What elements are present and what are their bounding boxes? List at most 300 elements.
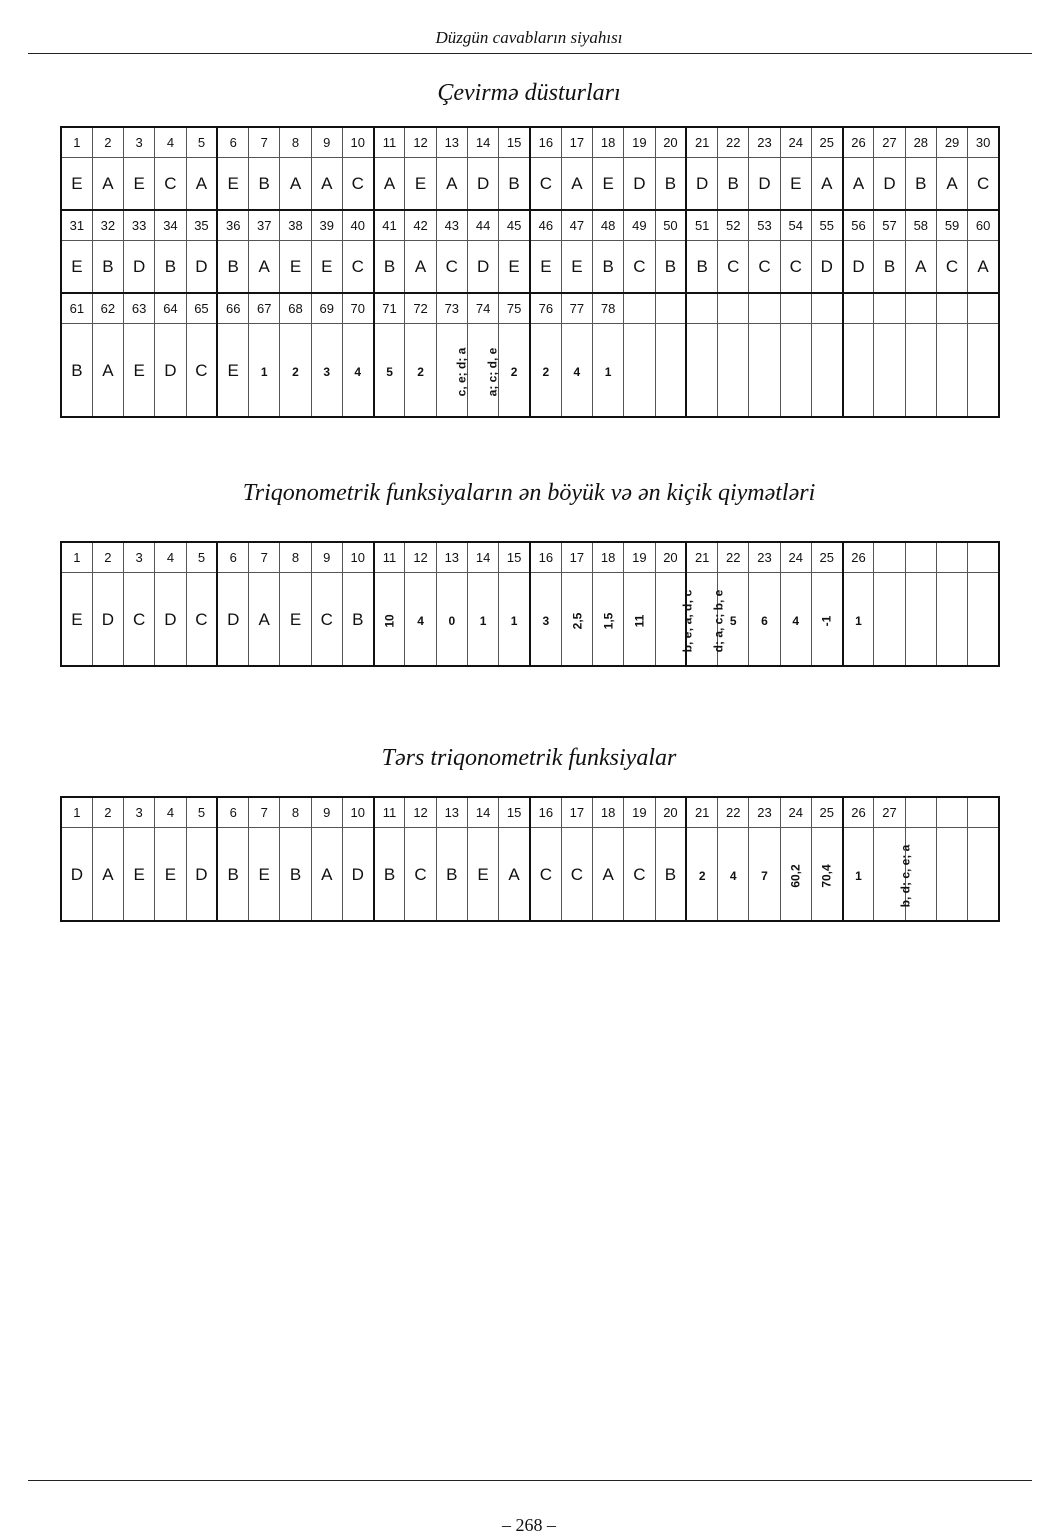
answer-value: A: [915, 257, 927, 276]
answer-cell: [718, 828, 749, 922]
answer-value: B: [102, 257, 114, 276]
question-number-cell: [718, 127, 749, 158]
answer-value: E: [133, 174, 145, 193]
question-number: 15: [506, 550, 522, 565]
answer-cell: [124, 324, 155, 418]
question-number-cell: [968, 210, 999, 241]
question-number-cell: [936, 210, 967, 241]
answer-value: B: [164, 257, 177, 276]
question-number-cell: [749, 127, 780, 158]
answer-cell: [530, 828, 561, 922]
question-number: 19: [632, 805, 647, 820]
question-number-cell: [217, 542, 248, 573]
answer-value: 11: [632, 614, 647, 627]
question-number: 39: [319, 218, 334, 233]
answer-cell: [749, 828, 780, 922]
answer-value: 6: [761, 613, 768, 628]
question-number-cell: [280, 542, 311, 573]
answer-value: D: [758, 174, 771, 193]
answer-cell: [936, 158, 967, 211]
question-number: 5: [197, 135, 206, 150]
answer-value: D: [820, 257, 833, 276]
question-number: 8: [291, 805, 300, 820]
question-number-cell: [467, 542, 498, 573]
answer-cell: [686, 324, 717, 418]
answer-value: E: [71, 174, 83, 193]
answer-cell: [155, 324, 186, 418]
answer-value: B: [664, 864, 677, 884]
footer-rule: [28, 1480, 1032, 1481]
answer-value: E: [71, 609, 83, 629]
question-number: 4: [166, 550, 175, 565]
answer-cell: [92, 828, 123, 922]
answer-cell: [217, 158, 248, 211]
answer-value: B: [727, 174, 739, 193]
answer-cell: [655, 324, 686, 418]
question-number: 21: [694, 550, 710, 565]
answer-value: A: [258, 257, 270, 276]
answer-cell: [811, 828, 842, 922]
answer-cell: [499, 158, 530, 211]
question-number-cell: [561, 293, 592, 324]
question-number: 70: [350, 301, 365, 316]
answer-value: C: [633, 257, 646, 276]
question-number: 3: [135, 805, 143, 820]
question-number: 22: [725, 805, 741, 820]
answer-table: [60, 126, 1000, 418]
answer-value: E: [571, 257, 583, 276]
answer-value: 3: [323, 364, 331, 379]
question-number: 24: [788, 550, 803, 565]
answer-cell: [467, 241, 498, 294]
question-number: 77: [569, 301, 585, 316]
question-number: 34: [163, 218, 178, 233]
question-number-cell: [92, 127, 123, 158]
question-number-cell: [718, 210, 749, 241]
answer-cell: [311, 158, 342, 211]
answer-cell: [405, 158, 436, 211]
answer-value: 2: [698, 868, 706, 883]
answer-value: 10: [382, 613, 397, 628]
question-number-cell: [186, 542, 217, 573]
answer-value: 7: [761, 868, 768, 883]
question-number: 13: [444, 550, 460, 565]
question-number: 22: [725, 550, 741, 565]
answer-cell: [186, 241, 217, 294]
number-row: [61, 293, 999, 324]
question-number: 12: [413, 550, 428, 565]
question-number: 62: [100, 301, 116, 316]
question-number: 12: [413, 135, 428, 150]
question-number-cell: [655, 127, 686, 158]
answer-table: [60, 796, 1000, 922]
answer-cell: [186, 158, 217, 211]
question-number: 24: [788, 805, 803, 820]
question-number-cell: [186, 293, 217, 324]
answer-cell: [874, 241, 905, 294]
question-number: 60: [975, 218, 991, 233]
answer-cell: [843, 158, 874, 211]
question-number: 61: [69, 301, 85, 316]
answer-cell: [311, 324, 342, 418]
question-number: 44: [475, 218, 491, 233]
answer-value: c, e; d; a: [454, 347, 469, 396]
question-number: 36: [225, 218, 241, 233]
question-number-cell: [749, 797, 780, 828]
question-number-cell: [593, 797, 624, 828]
answer-value: A: [414, 257, 427, 276]
answer-cell: [124, 241, 155, 294]
answer-cell: [905, 324, 936, 418]
question-number: 2: [104, 805, 112, 820]
question-number-cell: [874, 210, 905, 241]
question-number-cell: [780, 293, 811, 324]
answer-value: D: [883, 174, 896, 193]
answer-cell: [61, 158, 92, 211]
answer-cell: [811, 573, 842, 667]
question-number: 30: [975, 135, 991, 150]
question-number-cell: [124, 127, 155, 158]
answer-value: D: [351, 864, 364, 884]
question-number: 16: [538, 135, 554, 150]
answer-cell: [374, 324, 405, 418]
question-number: 59: [944, 218, 960, 233]
question-number-cell: [92, 542, 123, 573]
question-number: 20: [663, 550, 678, 565]
question-number: 2: [104, 135, 112, 150]
answer-value: B: [602, 257, 614, 276]
answer-cell: [467, 828, 498, 922]
question-number-cell: [499, 127, 530, 158]
answer-value: 1: [855, 613, 862, 628]
answer-cell: [436, 828, 467, 922]
answer-value: A: [821, 174, 833, 193]
answer-value: C: [133, 609, 146, 629]
answer-cell: [249, 828, 280, 922]
question-number-cell: [968, 127, 999, 158]
question-number-cell: [436, 542, 467, 573]
question-number: 15: [506, 805, 522, 820]
question-number-cell: [124, 542, 155, 573]
number-row: [61, 797, 999, 828]
question-number: 25: [819, 135, 834, 150]
answer-cell: [342, 573, 373, 667]
question-number: 32: [100, 218, 116, 233]
question-number-cell: [905, 293, 936, 324]
answer-cell: [936, 573, 967, 667]
question-number-cell: [561, 210, 592, 241]
answer-value: C: [976, 174, 990, 193]
question-number: 1: [73, 805, 81, 820]
question-number-cell: [624, 127, 655, 158]
answer-cell: [968, 573, 999, 667]
answer-cell: [499, 241, 530, 294]
answer-value: 4: [417, 613, 424, 628]
number-row: [61, 127, 999, 158]
question-number: 10: [350, 135, 365, 150]
question-number-cell: [624, 210, 655, 241]
question-number-cell: [811, 542, 842, 573]
answer-cell: [561, 828, 592, 922]
question-number-cell: [843, 797, 874, 828]
question-number-cell: [61, 127, 92, 158]
question-number: 29: [944, 135, 960, 150]
header-rule: [28, 53, 1032, 54]
answer-value: A: [258, 609, 270, 629]
question-number-cell: [374, 293, 405, 324]
question-number-cell: [61, 797, 92, 828]
question-number: 64: [163, 301, 178, 316]
answer-value: E: [289, 257, 302, 276]
answer-cell: [405, 324, 436, 418]
answer-cell: [624, 324, 655, 418]
question-number: 17: [569, 805, 585, 820]
question-number: 63: [131, 301, 147, 316]
answer-value: B: [883, 257, 896, 276]
question-number: 17: [569, 135, 585, 150]
answer-value: E: [508, 257, 520, 276]
question-number-cell: [280, 797, 311, 828]
answer-value: C: [445, 257, 458, 276]
question-number-cell: [311, 210, 342, 241]
question-number-cell: [936, 797, 967, 828]
question-number-cell: [374, 542, 405, 573]
answer-value: 4: [354, 364, 362, 379]
question-number: 1: [73, 550, 81, 565]
question-number-cell: [843, 293, 874, 324]
answer-value: C: [570, 864, 584, 884]
answer-cell: [155, 573, 186, 667]
answer-value: A: [446, 174, 458, 193]
question-number: 23: [757, 805, 772, 820]
answer-cell: [374, 241, 405, 294]
answer-cell: [655, 158, 686, 211]
answer-cell: [280, 828, 311, 922]
answer-value: C: [414, 864, 427, 884]
question-number-cell: [436, 293, 467, 324]
answer-cell: [530, 573, 561, 667]
answer-value: 1: [260, 364, 268, 379]
question-number-cell: [780, 542, 811, 573]
answer-cell: [405, 828, 436, 922]
answer-table: [60, 541, 1000, 667]
question-number-cell: [405, 797, 436, 828]
question-number: 14: [475, 550, 491, 565]
answer-cell: [467, 324, 498, 418]
question-number: 15: [506, 135, 522, 150]
question-number: 25: [819, 550, 834, 565]
answer-cell: [92, 158, 123, 211]
question-number: 55: [819, 218, 834, 233]
number-row: [61, 542, 999, 573]
answer-cell: [624, 158, 655, 211]
question-number: 47: [569, 218, 585, 233]
question-number: 13: [444, 135, 460, 150]
question-number-cell: [905, 127, 936, 158]
question-number-cell: [280, 127, 311, 158]
question-number-cell: [874, 797, 905, 828]
answer-value: A: [195, 174, 208, 193]
question-number: 73: [444, 301, 460, 316]
question-number: 5: [197, 805, 206, 820]
question-number: 45: [506, 218, 522, 233]
question-number-cell: [811, 210, 842, 241]
question-number-cell: [311, 542, 342, 573]
answer-cell: [686, 828, 717, 922]
answer-value: A: [977, 257, 989, 276]
question-number-cell: [217, 127, 248, 158]
question-number-cell: [749, 293, 780, 324]
question-number-cell: [499, 210, 530, 241]
answer-value: 70,4: [819, 863, 834, 888]
answer-cell: [561, 158, 592, 211]
question-number-cell: [217, 293, 248, 324]
answer-cell: [811, 324, 842, 418]
answer-value: 2,5: [569, 612, 584, 629]
answer-cell: [936, 324, 967, 418]
answer-cell: [780, 241, 811, 294]
question-number-cell: [968, 293, 999, 324]
answer-value: B: [289, 864, 302, 884]
question-number: 2: [104, 550, 112, 565]
question-number-cell: [124, 293, 155, 324]
question-number-cell: [655, 542, 686, 573]
answer-cell: [686, 158, 717, 211]
answer-cell: [749, 324, 780, 418]
question-number: 23: [757, 135, 772, 150]
question-number-cell: [686, 127, 717, 158]
answer-value: A: [946, 174, 958, 193]
answer-value: 5: [729, 613, 737, 628]
question-number-cell: [249, 797, 280, 828]
question-number-cell: [780, 210, 811, 241]
question-number-cell: [186, 210, 217, 241]
question-number: 3: [135, 550, 143, 565]
answer-row: [61, 324, 999, 418]
answer-value: 5: [386, 364, 393, 379]
answer-cell: [499, 324, 530, 418]
answer-cell: [936, 241, 967, 294]
question-number-cell: [342, 293, 373, 324]
answer-value: A: [102, 360, 114, 380]
answer-value: D: [101, 609, 115, 629]
answer-value: D: [696, 174, 709, 193]
answer-value: E: [71, 257, 83, 276]
answer-cell: [280, 324, 311, 418]
question-number: 50: [663, 218, 678, 233]
question-number-cell: [593, 127, 624, 158]
question-number: 9: [323, 135, 331, 150]
question-number-cell: [686, 293, 717, 324]
question-number-cell: [374, 210, 405, 241]
answer-value: 2: [510, 364, 518, 379]
answer-value: C: [351, 174, 364, 193]
answer-cell: [530, 241, 561, 294]
question-number-cell: [436, 797, 467, 828]
question-number: 11: [382, 805, 397, 820]
question-number: 42: [413, 218, 428, 233]
page-number: – 268 –: [502, 1515, 556, 1535]
question-number-cell: [436, 210, 467, 241]
question-number: 43: [444, 218, 460, 233]
question-number-cell: [311, 127, 342, 158]
question-number-cell: [186, 127, 217, 158]
answer-value: D: [133, 257, 146, 276]
answer-value: A: [571, 174, 583, 193]
question-number-cell: [61, 210, 92, 241]
answer-cell: [436, 573, 467, 667]
section-title: Triqonometrik funksiyaların ən böyük və ən kiçik qiymətləri: [242, 480, 816, 506]
answer-value: A: [289, 174, 302, 193]
answer-cell: [968, 158, 999, 211]
answer-cell: [811, 241, 842, 294]
answer-cell: [874, 158, 905, 211]
question-number: 66: [225, 301, 241, 316]
answer-value: E: [133, 360, 145, 380]
answer-cell: [624, 241, 655, 294]
question-number: 67: [256, 301, 272, 316]
answer-cell: [655, 573, 694, 667]
answer-cell: [249, 573, 280, 667]
question-number-cell: [530, 293, 561, 324]
answer-value: A: [852, 174, 865, 193]
answer-cell: [186, 573, 217, 667]
answer-cell: [593, 573, 624, 667]
question-number-cell: [718, 797, 749, 828]
question-number: 35: [194, 218, 209, 233]
answer-row: [61, 828, 999, 922]
answer-cell: [217, 324, 248, 418]
question-number: 16: [538, 550, 554, 565]
answer-value: E: [540, 257, 552, 276]
question-number: 54: [788, 218, 803, 233]
answer-cell: [92, 241, 123, 294]
question-number-cell: [874, 293, 905, 324]
question-number-cell: [342, 210, 373, 241]
answer-value: D: [476, 174, 490, 193]
question-number: 25: [819, 805, 834, 820]
question-number-cell: [624, 542, 655, 573]
question-number-cell: [249, 542, 280, 573]
answer-cell: [561, 573, 592, 667]
answer-cell: [780, 324, 811, 418]
question-number-cell: [61, 542, 92, 573]
question-number: 3: [135, 135, 143, 150]
question-number-cell: [718, 293, 749, 324]
answer-cell: [561, 324, 592, 418]
question-number: 12: [413, 805, 428, 820]
question-number: 65: [194, 301, 209, 316]
answer-value: b, d; c, e; a: [898, 844, 913, 907]
answer-value: E: [133, 864, 145, 884]
question-number-cell: [499, 542, 530, 573]
answer-value: 0: [448, 613, 456, 628]
question-number-cell: [624, 797, 655, 828]
question-number: 68: [288, 301, 303, 316]
question-number-cell: [92, 293, 123, 324]
answer-value: A: [602, 864, 614, 884]
answer-row: [61, 241, 999, 294]
question-number-cell: [405, 293, 436, 324]
question-number: 27: [882, 805, 897, 820]
answer-cell: [655, 241, 686, 294]
answer-value: D: [633, 174, 646, 193]
question-number: 22: [725, 135, 741, 150]
question-number: 7: [260, 135, 268, 150]
answer-cell: [374, 158, 405, 211]
question-number-cell: [155, 127, 186, 158]
answer-value: C: [539, 174, 552, 193]
